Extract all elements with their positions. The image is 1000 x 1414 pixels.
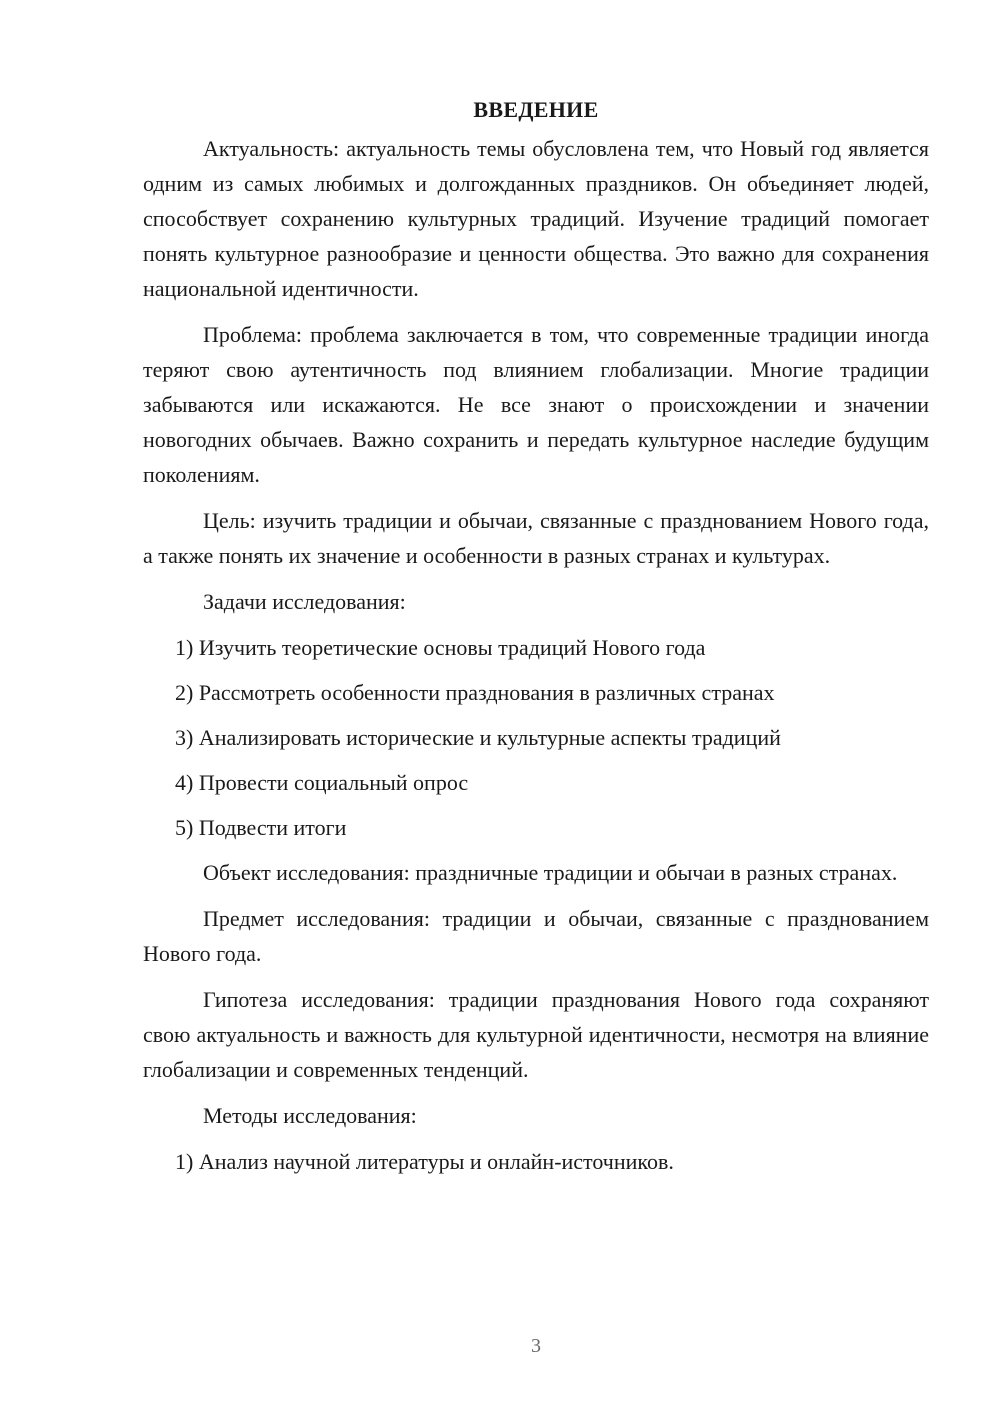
list-item: 1) Анализ научной литературы и онлайн-источников. [175, 1149, 674, 1174]
methods-list [143, 1144, 929, 1179]
document-page [143, 92, 929, 1189]
hypothesis-paragraph: Гипотеза исследования: традиции празднования Нового года сохраняют свою актуальность и важность для культурной идентичности, несмотря на влияние глобализации и современных тенденций. [143, 987, 929, 1082]
subject-paragraph: Предмет исследования: традиции и обычаи, связанные с празднованием Нового года. [143, 906, 929, 966]
methods-heading: Методы исследования: [203, 1103, 417, 1128]
list-item: 5) Подвести итоги [175, 815, 347, 840]
relevance-paragraph: Актуальность: актуальность темы обусловлена тем, что Новый год является одним из самых любимых и долгожданных праздников. Он объединяет людей, способствует сохранению культурных традиций. Изучение традиций помогает понять культурное разнообразие и ценности общества. Это важно для сохранения национальной идентичности. [143, 136, 929, 301]
list-item: 4) Провести социальный опрос [175, 770, 469, 795]
list-item: 1) Изучить теоретические основы традиций Нового года [175, 635, 706, 660]
tasks-heading: Задачи исследования: [203, 589, 406, 614]
list-item: 3) Анализировать исторические и культурные аспекты традиций [175, 725, 781, 750]
problem-paragraph: Проблема: проблема заключается в том, что современные традиции иногда теряют свою аутентичность под влиянием глобализации. Многие традиции забываются или искажаются. Не все знают о происхождении и значении новогодних обычаев. Важно сохранить и передать культурное наследие будущим поколениям. [143, 322, 929, 487]
page-number: 3 [531, 1335, 541, 1357]
object-paragraph: Объект исследования: праздничные традиции и обычаи в разных странах. [203, 860, 898, 885]
list-item: 2) Рассмотреть особенности празднования в различных странах [175, 680, 775, 705]
tasks-list [143, 630, 929, 845]
goal-paragraph: Цель: изучить традиции и обычаи, связанные с празднованием Нового года, а также понять их значение и особенности в разных странах и культурах. [143, 508, 929, 568]
page-title: ВВЕДЕНИЕ [473, 97, 599, 122]
